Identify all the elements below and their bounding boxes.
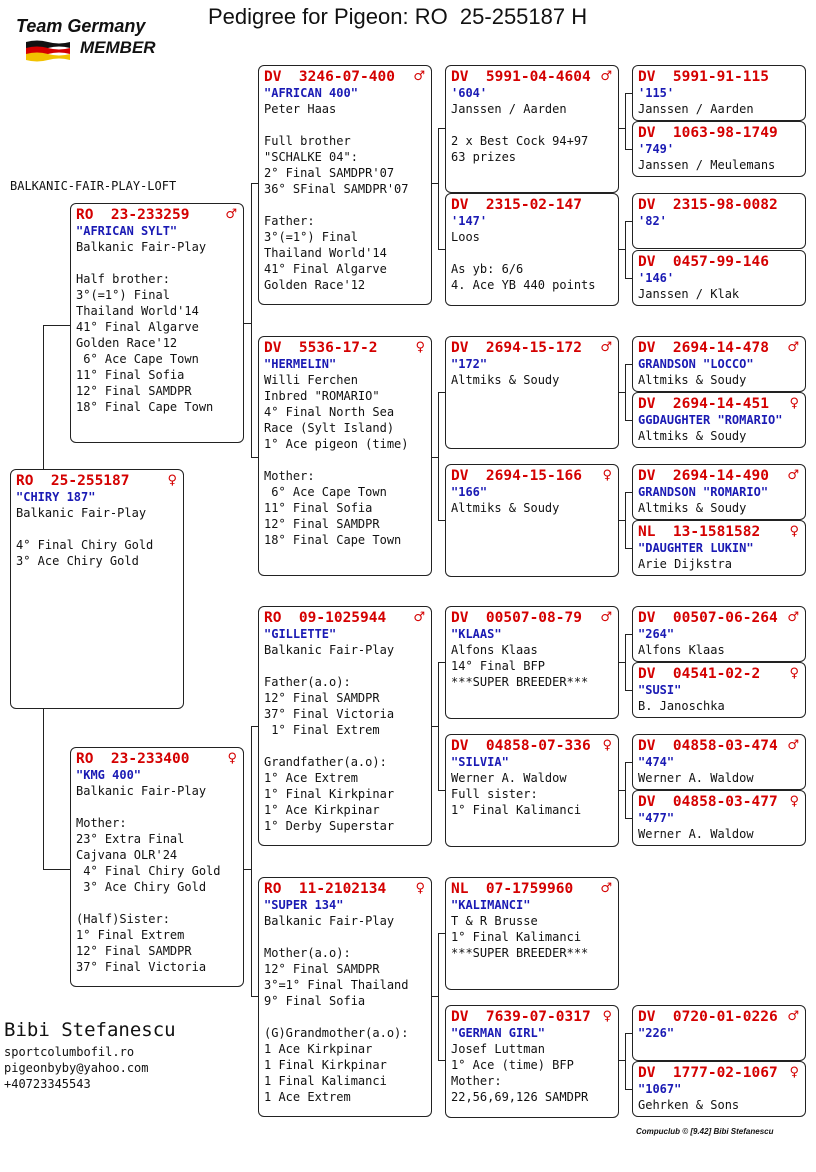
connector-line	[438, 933, 445, 934]
pigeon-card-p7[interactable]	[445, 65, 619, 193]
pigeon-card-p4[interactable]	[258, 336, 432, 576]
pigeon-info-line: Werner A. Waldow	[638, 827, 754, 841]
pigeon-name: "CHIRY 187"	[16, 490, 96, 504]
ring-number: DV 2694-15-166	[451, 468, 582, 484]
pigeon-info-line	[264, 452, 426, 468]
pigeon-info-line: 1° Final Kalimanci	[451, 803, 582, 817]
pigeon-info-line: Arie Dijkstra	[638, 557, 732, 571]
connector-line	[438, 249, 445, 250]
pigeon-info-line: 18° Final Cape Town	[264, 533, 402, 547]
pigeon-info-line: 1° Final Extrem	[264, 723, 380, 737]
pigeon-info-line: 1° Final Extrem	[76, 928, 185, 942]
pigeon-card-p21[interactable]	[632, 464, 806, 520]
pigeon-info-line: 41° Final Algarve	[76, 320, 199, 334]
pigeon-info-line: Janssen / Klak	[638, 287, 740, 301]
connector-line	[43, 325, 70, 326]
ring-number: DV 1777-02-1067	[638, 1065, 778, 1081]
connector-line	[251, 726, 252, 996]
ring-number: DV 00507-08-79	[451, 610, 582, 626]
connector-line	[625, 93, 632, 94]
pigeon-info-line: Alfons Klaas	[451, 643, 538, 657]
connector-line	[43, 709, 44, 869]
connector-line	[43, 869, 70, 870]
pigeon-card-p27[interactable]	[632, 1005, 806, 1061]
connector-line	[244, 323, 251, 324]
connector-line	[625, 364, 626, 420]
pigeon-info-line	[76, 255, 238, 271]
ring-number: RO 23-233259	[76, 207, 190, 223]
ring-number: DV 7639-07-0317	[451, 1009, 591, 1025]
pigeon-info-line: Full sister:	[451, 787, 538, 801]
pigeon-info-line: Father:	[264, 214, 315, 228]
male-symbol-icon: ♂	[413, 69, 425, 84]
connector-line	[625, 634, 632, 635]
male-symbol-icon: ♂	[787, 340, 799, 355]
connector-line	[438, 662, 445, 663]
connector-line	[625, 221, 626, 278]
female-symbol-icon: ♀	[789, 524, 799, 539]
pigeon-info-line: (G)Grandmother(a.o):	[264, 1026, 409, 1040]
pigeon-info-line	[264, 929, 426, 945]
pigeon-card-p22[interactable]	[632, 520, 806, 576]
pigeon-info-line: 37° Final Victoria	[264, 707, 395, 721]
connector-line	[625, 1033, 626, 1089]
pigeon-info-line	[264, 738, 426, 754]
connector-line	[438, 520, 445, 521]
pigeon-info-line: 63 prizes	[451, 150, 517, 164]
pigeon-info-line: B. Janoschka	[638, 699, 725, 713]
connector-line	[251, 996, 258, 997]
pigeon-card-p5[interactable]	[258, 606, 432, 846]
pigeon-info-line: 1° Ace pigeon (time)	[264, 437, 409, 451]
pigeon-info-line	[264, 197, 426, 213]
pigeon-info-line: 1° Ace Kirkpinar	[264, 803, 380, 817]
male-symbol-icon: ♂	[787, 738, 799, 753]
pigeon-info-line: 1° Ace Extrem	[264, 771, 358, 785]
pigeon-info-line: Loos	[451, 230, 480, 244]
connector-line	[438, 662, 439, 790]
pigeon-name: "AFRICAN SYLT"	[76, 224, 178, 238]
page-title: Pedigree for Pigeon: RO 25-255187 H	[208, 4, 588, 29]
pigeon-info-line: T & R Brusse	[451, 914, 538, 928]
pigeon-card-p0[interactable]	[10, 469, 184, 709]
pigeon-info-line: 37° Final Victoria	[76, 960, 207, 974]
connector-line	[625, 420, 632, 421]
pigeon-info-line: 12° Final SAMDPR	[264, 517, 380, 531]
owner-email: pigeonbyby@yahoo.com	[4, 1061, 149, 1075]
pigeon-info-line: Race (Sylt Island)	[264, 421, 395, 435]
pigeon-info-line: Altmiks & Soudy	[638, 501, 747, 515]
connector-line	[625, 1089, 632, 1090]
connector-line	[625, 492, 632, 493]
pigeon-card-p23[interactable]	[632, 606, 806, 662]
ring-number: DV 5991-91-115	[638, 69, 769, 85]
ring-number: NL 13-1581582	[638, 524, 761, 540]
pigeon-info-line: Willi Ferchen	[264, 373, 358, 387]
pigeon-card-p25[interactable]	[632, 734, 806, 790]
pigeon-name: "KALIMANCI"	[451, 898, 531, 912]
pigeon-card-p24[interactable]	[632, 662, 806, 718]
pigeon-card-p12[interactable]	[445, 734, 619, 847]
pigeon-card-p2[interactable]	[70, 747, 244, 987]
pigeon-name: '604'	[451, 86, 488, 100]
connector-line	[251, 183, 252, 457]
pigeon-card-p17[interactable]	[632, 193, 806, 249]
connector-line	[438, 392, 445, 393]
pigeon-info-line: 11° Final Sofia	[76, 368, 185, 382]
germany-flag-icon	[26, 40, 70, 62]
connector-line	[438, 392, 439, 520]
connector-line	[438, 128, 445, 129]
male-symbol-icon: ♂	[787, 610, 799, 625]
owner-website: sportcolumbofil.ro	[4, 1045, 135, 1059]
pigeon-card-p11[interactable]	[445, 606, 619, 719]
pigeon-info-line: Mother(a.o):	[264, 946, 351, 960]
ring-number: DV 0720-01-0226	[638, 1009, 778, 1025]
pigeon-name: "SILVIA"	[451, 755, 509, 769]
ring-number: DV 2315-98-0082	[638, 197, 778, 213]
footer-credit: Compuclub © [9.42] Bibi Stefanescu	[636, 1127, 774, 1136]
ring-number: RO 25-255187	[16, 473, 130, 489]
pigeon-info-line: Janssen / Aarden	[451, 102, 567, 116]
pigeon-info-line: 4° Final North Sea	[264, 405, 395, 419]
pigeon-info-line: 3° Ace Chiry Gold	[76, 880, 207, 894]
team-germany-label: Team Germany	[16, 16, 146, 36]
pigeon-info-line: Altmiks & Soudy	[451, 373, 560, 387]
pigeon-info-line: ***SUPER BREEDER***	[451, 946, 589, 960]
pigeon-info-line	[451, 245, 613, 261]
male-symbol-icon: ♂	[225, 207, 237, 222]
ring-number: DV 5536-17-2	[264, 340, 378, 356]
pigeon-info-line: 6° Ace Cape Town	[264, 485, 387, 499]
pigeon-info-line: Thailand World'14	[264, 246, 387, 260]
pigeon-card-p9[interactable]	[445, 336, 619, 449]
connector-line	[625, 762, 632, 763]
pigeon-info-line: 1° Final Kirkpinar	[264, 787, 395, 801]
pigeon-name: '147'	[451, 214, 488, 228]
pigeon-info-line: Thailand World'14	[76, 304, 199, 318]
owner-phone: +40723345543	[4, 1077, 91, 1091]
pigeon-info-line: 1 Ace Extrem	[264, 1090, 351, 1104]
pigeon-info-line: 18° Final Cape Town	[76, 400, 214, 414]
connector-line	[251, 457, 258, 458]
pigeon-info-line: Gehrken & Sons	[638, 1098, 740, 1112]
pigeon-info-line: Altmiks & Soudy	[638, 429, 747, 443]
pigeon-info-line: Mother:	[451, 1074, 502, 1088]
pigeon-card-p20[interactable]	[632, 392, 806, 448]
pigeon-name: "474"	[638, 755, 675, 769]
pigeon-info-line: Golden Race'12	[76, 336, 178, 350]
pigeon-name: "DAUGHTER LUKIN"	[638, 541, 754, 555]
ring-number: DV 0457-99-146	[638, 254, 769, 270]
pigeon-info-line: 6° Ace Cape Town	[76, 352, 199, 366]
pigeon-name: "172"	[451, 357, 488, 371]
ring-number: DV 04858-07-336	[451, 738, 591, 754]
pigeon-info-line: As yb: 6/6	[451, 262, 524, 276]
pigeon-name: '749'	[638, 142, 675, 156]
pigeon-name: GRANDSON "LOCCO"	[638, 357, 754, 371]
ring-number: DV 2694-14-451	[638, 396, 769, 412]
connector-line	[438, 933, 439, 1060]
member-label: MEMBER	[80, 38, 156, 57]
male-symbol-icon: ♂	[413, 610, 425, 625]
female-symbol-icon: ♀	[602, 1009, 612, 1024]
connector-line	[625, 278, 632, 279]
pigeon-card-p28[interactable]	[632, 1061, 806, 1117]
pigeon-card-p3[interactable]	[258, 65, 432, 305]
pigeon-card-p19[interactable]	[632, 336, 806, 392]
connector-line	[625, 818, 632, 819]
pigeon-info-line	[16, 521, 178, 537]
pigeon-info-line: "SCHALKE 04":	[264, 150, 358, 164]
pigeon-info-line: 11° Final Sofia	[264, 501, 373, 515]
pigeon-name: "GERMAN GIRL"	[451, 1026, 545, 1040]
pigeon-info-line: 22,56,69,126 SAMDPR	[451, 1090, 589, 1104]
pigeon-info-line: 41° Final Algarve	[264, 262, 387, 276]
pigeon-info-line: Balkanic Fair-Play	[76, 784, 207, 798]
pigeon-info-line: Josef Luttman	[451, 1042, 545, 1056]
female-symbol-icon: ♀	[789, 396, 799, 411]
connector-line	[438, 128, 439, 249]
owner-name: Bibi Stefanescu	[4, 1019, 176, 1041]
pigeon-name: '115'	[638, 86, 675, 100]
pigeon-info-line: 1 Ace Kirkpinar	[264, 1042, 373, 1056]
pigeon-info-line: 3°=1° Final Thailand	[264, 978, 409, 992]
ring-number: NL 07-1759960	[451, 881, 574, 897]
pigeon-card-p18[interactable]	[632, 250, 806, 306]
male-symbol-icon: ♂	[600, 881, 612, 896]
pigeon-info-line: 1 Final Kalimanci	[264, 1074, 387, 1088]
pigeon-info-line: Altmiks & Soudy	[451, 501, 560, 515]
pigeon-info-line: Balkanic Fair-Play	[264, 914, 395, 928]
connector-line	[625, 364, 632, 365]
pigeon-info-line	[264, 658, 426, 674]
pigeon-name: '82'	[638, 214, 667, 228]
connector-line	[251, 726, 258, 727]
pigeon-info-line	[76, 799, 238, 815]
pigeon-name: "KMG 400"	[76, 768, 142, 782]
pigeon-info-line: Mother:	[76, 816, 127, 830]
pigeon-info-line: 3°(=1°) Final	[76, 288, 170, 302]
ring-number: RO 23-233400	[76, 751, 190, 767]
pigeon-name: "1067"	[638, 1082, 682, 1096]
pigeon-info-line: 9° Final Sofia	[264, 994, 366, 1008]
pigeon-name: "AFRICAN 400"	[264, 86, 358, 100]
connector-line	[625, 492, 626, 548]
connector-line	[625, 548, 632, 549]
connector-line	[625, 634, 626, 690]
pigeon-info-line: 12° Final SAMDPR	[76, 384, 192, 398]
connector-line	[438, 790, 445, 791]
pigeon-card-p8[interactable]	[445, 193, 619, 306]
male-symbol-icon: ♂	[600, 610, 612, 625]
connector-line	[625, 690, 632, 691]
female-symbol-icon: ♀	[789, 1065, 799, 1080]
ring-number: DV 2315-02-147	[451, 197, 582, 213]
pigeon-info-line: Werner A. Waldow	[451, 771, 567, 785]
pigeon-info-line: 1° Final Kalimanci	[451, 930, 582, 944]
ring-number: DV 04858-03-474	[638, 738, 778, 754]
ring-number: DV 00507-06-264	[638, 610, 778, 626]
female-symbol-icon: ♀	[602, 738, 612, 753]
ring-number: DV 3246-07-400	[264, 69, 395, 85]
connector-line	[625, 221, 632, 222]
female-symbol-icon: ♀	[415, 340, 425, 355]
pigeon-info-line: Half brother:	[76, 272, 170, 286]
ring-number: DV 04541-02-2	[638, 666, 761, 682]
pigeon-info-line: 4° Final Chiry Gold	[76, 864, 221, 878]
pigeon-info-line: Grandfather(a.o):	[264, 755, 387, 769]
pigeon-info-line: Balkanic Fair-Play	[16, 506, 147, 520]
pigeon-info-line: Balkanic Fair-Play	[76, 240, 207, 254]
pigeon-name: "477"	[638, 811, 675, 825]
connector-line	[625, 762, 626, 818]
pigeon-name: '146'	[638, 271, 675, 285]
pigeon-card-p13[interactable]	[445, 877, 619, 990]
pigeon-card-p10[interactable]	[445, 464, 619, 577]
pigeon-name: GGDAUGHTER "ROMARIO"	[638, 413, 783, 427]
loft-name: BALKANIC-FAIR-PLAY-LOFT	[10, 179, 177, 193]
pigeon-name: "SUSI"	[638, 683, 682, 697]
pigeon-info-line: 12° Final SAMDPR	[76, 944, 192, 958]
pigeon-info-line: 12° Final SAMDPR	[264, 691, 380, 705]
pigeon-info-line: 1° Ace (time) BFP	[451, 1058, 574, 1072]
male-symbol-icon: ♂	[787, 468, 799, 483]
pigeon-info-line: Janssen / Meulemans	[638, 158, 776, 172]
pigeon-card-p14[interactable]	[445, 1005, 619, 1118]
pigeon-info-line: Janssen / Aarden	[638, 102, 754, 116]
pigeon-info-line: 2° Final SAMDPR'07	[264, 166, 395, 180]
pigeon-info-line: Altmiks & Soudy	[638, 373, 747, 387]
pigeon-name: "166"	[451, 485, 488, 499]
pigeon-name: "SUPER 134"	[264, 898, 344, 912]
male-symbol-icon: ♂	[787, 1009, 799, 1024]
pigeon-info-line: Balkanic Fair-Play	[264, 643, 395, 657]
pigeon-name: "264"	[638, 627, 675, 641]
connector-line	[625, 149, 632, 150]
female-symbol-icon: ♀	[415, 881, 425, 896]
female-symbol-icon: ♀	[227, 751, 237, 766]
pigeon-info-line: 1 Final Kirkpinar	[264, 1058, 387, 1072]
connector-line	[244, 869, 251, 870]
ring-number: DV 2694-14-490	[638, 468, 769, 484]
pigeon-name: GRANDSON "ROMARIO"	[638, 485, 769, 499]
ring-number: DV 04858-03-477	[638, 794, 778, 810]
pigeon-info-line: 36° SFinal SAMDPR'07	[264, 182, 409, 196]
pigeon-info-line: 12° Final SAMDPR	[264, 962, 380, 976]
pigeon-name: "GILLETTE"	[264, 627, 337, 641]
pigeon-info-line: 3° Ace Chiry Gold	[16, 554, 139, 568]
pigeon-info-line: Werner A. Waldow	[638, 771, 754, 785]
ring-number: DV 2694-14-478	[638, 340, 769, 356]
ring-number: DV 2694-15-172	[451, 340, 582, 356]
pigeon-card-p16[interactable]	[632, 121, 806, 177]
connector-line	[625, 93, 626, 149]
pigeon-info-line: ***SUPER BREEDER***	[451, 675, 589, 689]
female-symbol-icon: ♀	[167, 473, 177, 488]
pigeon-info-line: Cajvana OLR'24	[76, 848, 178, 862]
pigeon-info-line: Golden Race'12	[264, 278, 366, 292]
pigeon-name: "KLAAS"	[451, 627, 502, 641]
pigeon-info-line: Mother:	[264, 469, 315, 483]
pigeon-info-line: 4° Final Chiry Gold	[16, 538, 154, 552]
pigeon-info-line: Full brother	[264, 134, 351, 148]
pigeon-info-line: 2 x Best Cock 94+97	[451, 134, 589, 148]
pigeon-card-p6[interactable]	[258, 877, 432, 1117]
pigeon-card-p26[interactable]	[632, 790, 806, 846]
ring-number: RO 11-2102134	[264, 881, 387, 897]
ring-number: RO 09-1025944	[264, 610, 387, 626]
pigeon-info-line: Alfons Klaas	[638, 643, 725, 657]
pigeon-info-line: Father(a.o):	[264, 675, 351, 689]
pigeon-info-line: 3°(=1°) Final	[264, 230, 358, 244]
pigeon-info-line: 14° Final BFP	[451, 659, 545, 673]
male-symbol-icon: ♂	[600, 340, 612, 355]
female-symbol-icon: ♀	[789, 666, 799, 681]
connector-line	[625, 1033, 632, 1034]
pigeon-info-line: 4. Ace YB 440 points	[451, 278, 596, 292]
pigeon-info-line: Peter Haas	[264, 102, 337, 116]
pigeon-card-p1[interactable]	[70, 203, 244, 443]
pigeon-name: "HERMELIN"	[264, 357, 337, 371]
pigeon-info-line: 23° Extra Final	[76, 832, 185, 846]
ring-number: DV 1063-98-1749	[638, 125, 778, 141]
pigeon-info-line	[264, 117, 426, 133]
pigeon-info-line: (Half)Sister:	[76, 912, 170, 926]
connector-line	[251, 183, 258, 184]
connector-line	[43, 325, 44, 469]
male-symbol-icon: ♂	[600, 69, 612, 84]
pigeon-info-line	[451, 117, 613, 133]
pigeon-name: "226"	[638, 1026, 675, 1040]
pigeon-info-line: Inbred "ROMARIO"	[264, 389, 380, 403]
female-symbol-icon: ♀	[602, 468, 612, 483]
ring-number: DV 5991-04-4604	[451, 69, 591, 85]
connector-line	[438, 1060, 445, 1061]
pigeon-info-line: 1° Derby Superstar	[264, 819, 395, 833]
female-symbol-icon: ♀	[789, 794, 799, 809]
pigeon-info-line	[264, 1009, 426, 1025]
pigeon-info-line	[76, 895, 238, 911]
pigeon-card-p15[interactable]	[632, 65, 806, 121]
